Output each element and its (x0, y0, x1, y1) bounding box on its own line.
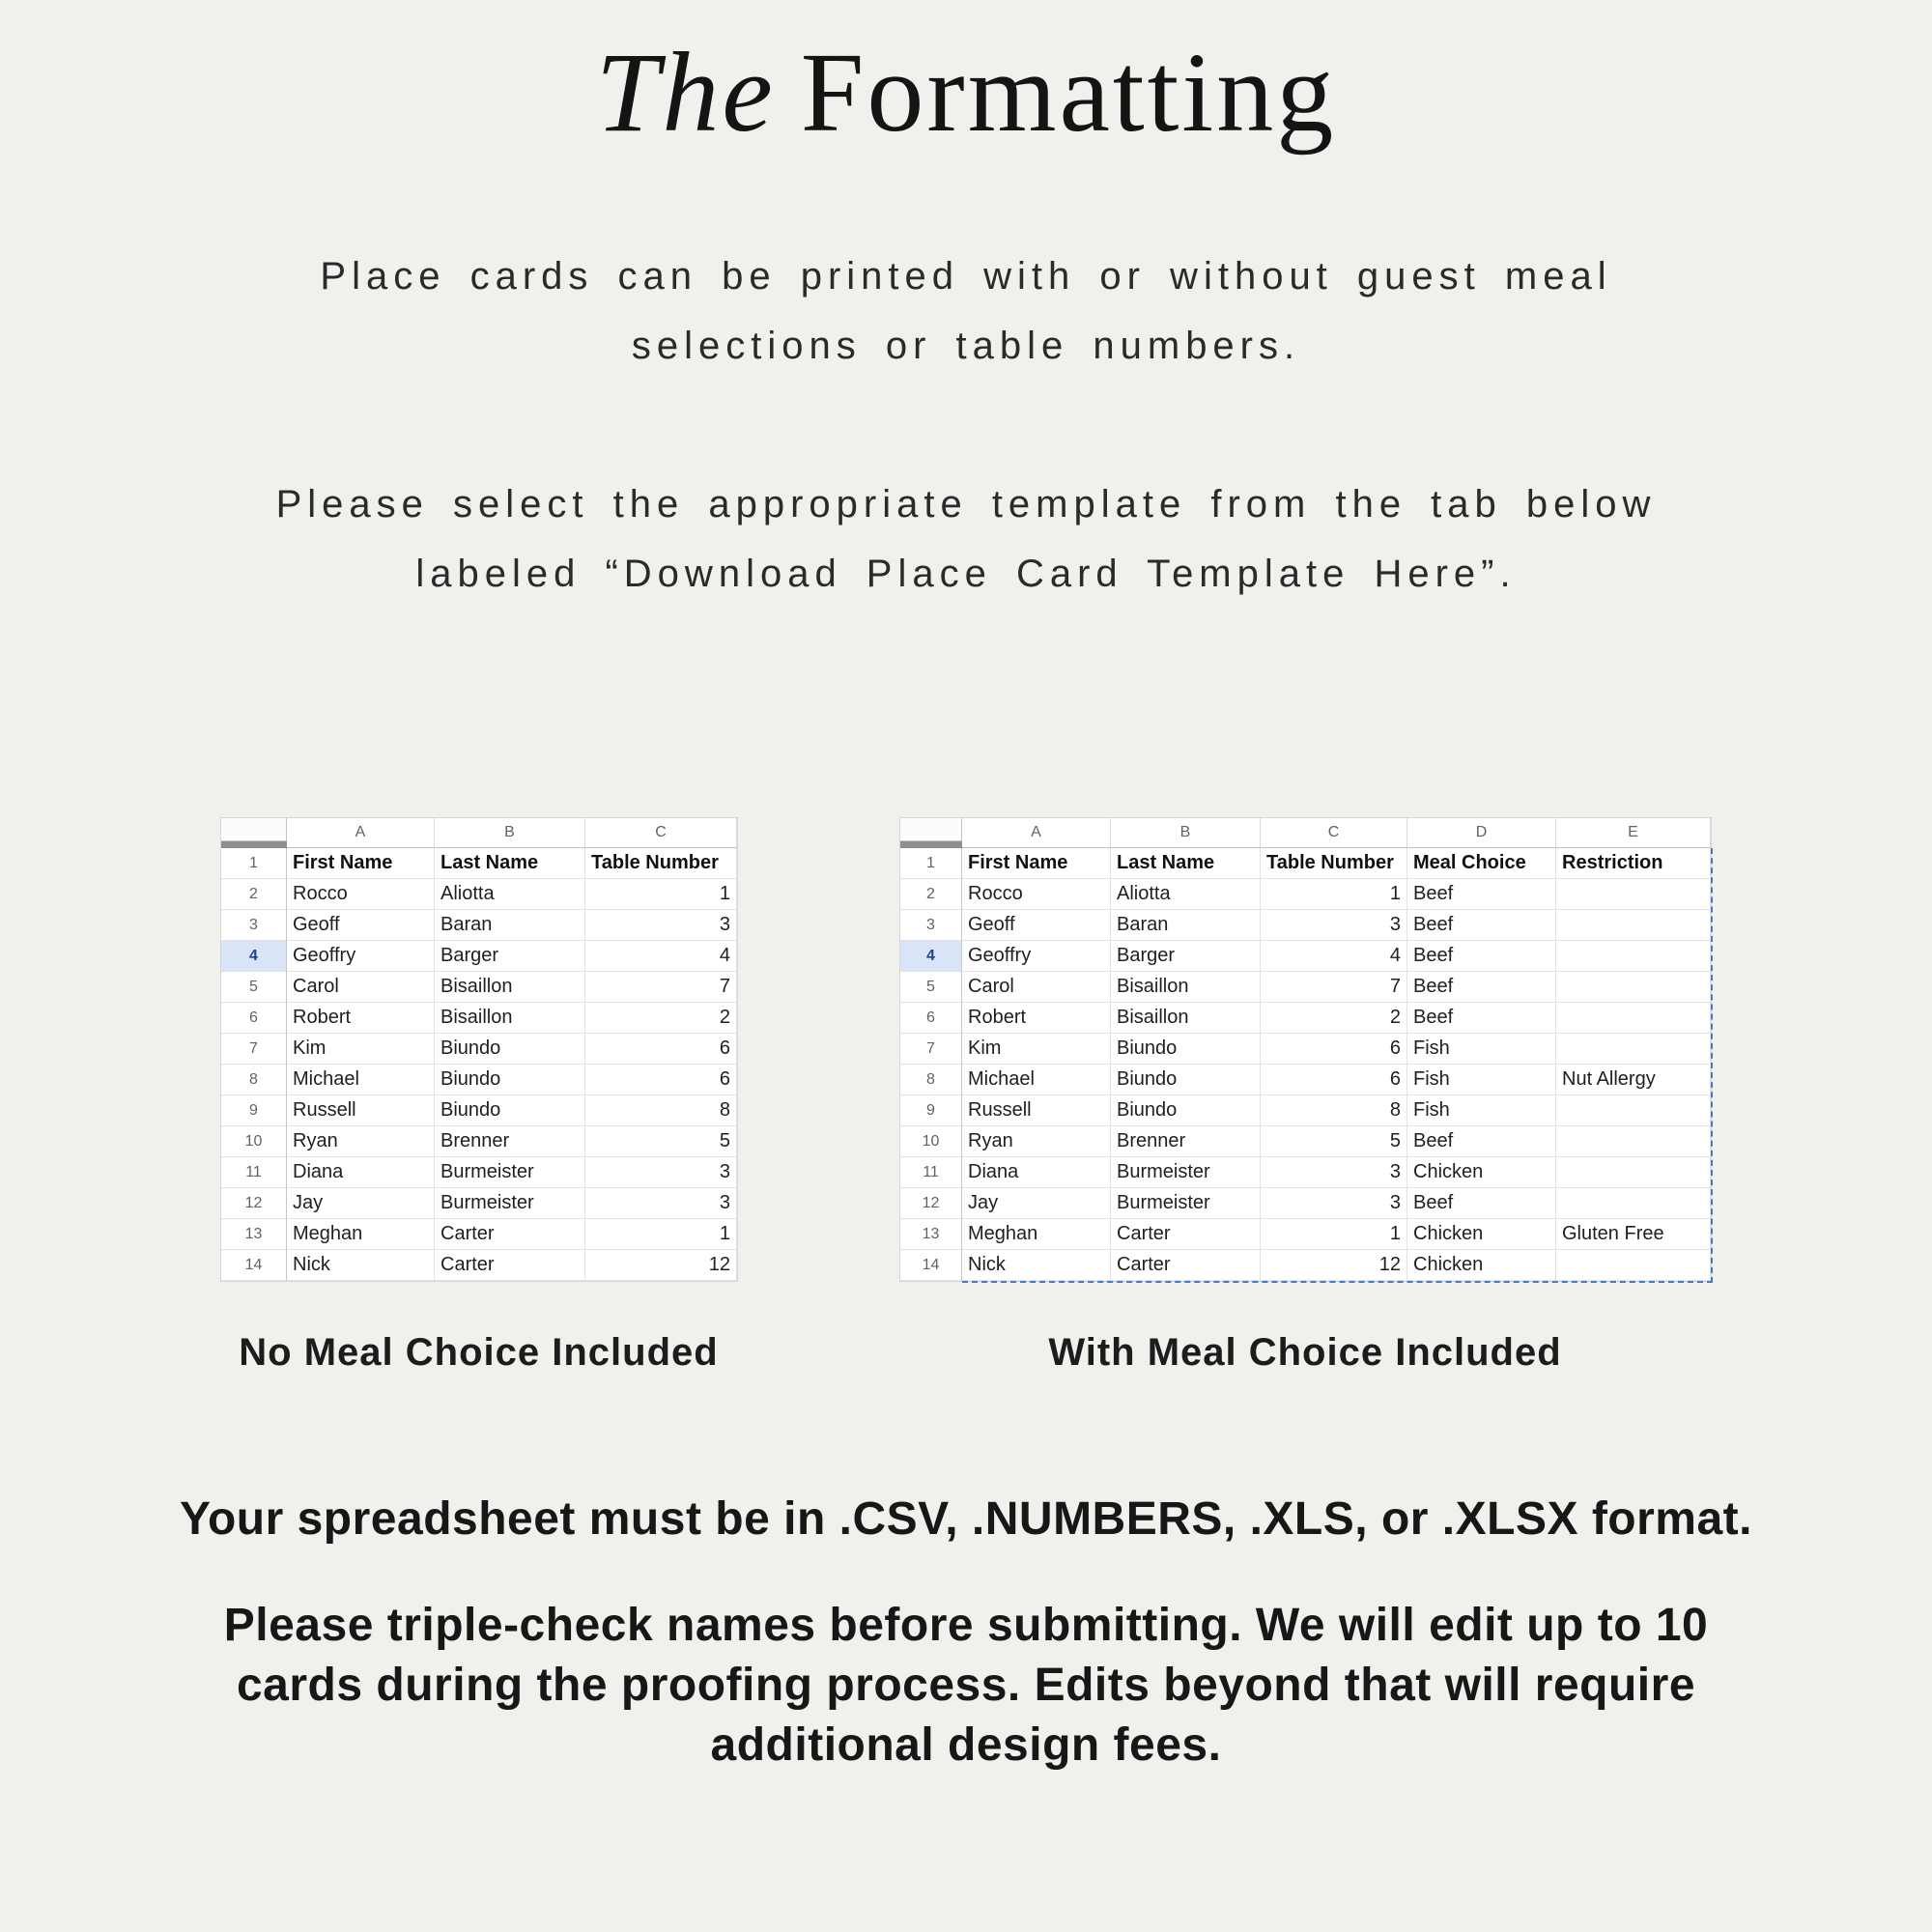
freeze-row-handle (221, 841, 287, 848)
note-line: Please triple-check names before submitting. We will edit up to 10 (223, 1600, 1709, 1651)
sheet-row (221, 1126, 737, 1157)
intro-line: Place cards can be printed with or without guest meal (320, 255, 1612, 298)
caption-with-meal: With Meal Choice Included (1048, 1331, 1562, 1374)
column-header-cell: B (435, 818, 585, 848)
note-line: additional design fees. (710, 1719, 1222, 1771)
format-requirement-text: Your spreadsheet must be in .CSV, .NUMBERS, .XLS, or .XLSX format. (180, 1493, 1752, 1545)
sheet-row (900, 972, 1711, 1003)
spreadsheet-cell: Biundo (1111, 1095, 1261, 1126)
spreadsheet-cell: Kim (287, 1034, 435, 1065)
sheet-row (900, 879, 1711, 910)
spreadsheet-cell: Burmeister (435, 1188, 585, 1219)
spreadsheet-cell: Michael (962, 1065, 1111, 1095)
row-number-cell: 10 (900, 1126, 962, 1157)
spreadsheet-cell: Carter (435, 1250, 585, 1281)
spreadsheet-cell: Kim (962, 1034, 1111, 1065)
spreadsheet-cell: 6 (585, 1034, 737, 1065)
spreadsheet-cell: Beef (1407, 941, 1556, 972)
row-number-cell: 2 (900, 879, 962, 910)
row-number-cell: 3 (900, 910, 962, 941)
spreadsheet-cell: First Name (287, 848, 435, 879)
spreadsheet-cell (1556, 1095, 1711, 1126)
spreadsheet-cell: Geoff (287, 910, 435, 941)
row-number-cell: 11 (900, 1157, 962, 1188)
select-all-corner (900, 818, 962, 841)
spreadsheet-cell: Baran (435, 910, 585, 941)
spreadsheet-cell: Diana (287, 1157, 435, 1188)
row-number-cell: 5 (221, 972, 287, 1003)
spreadsheet-cell: Bisaillon (435, 972, 585, 1003)
spreadsheet-cell: Fish (1407, 1034, 1556, 1065)
spreadsheet-cell (1556, 879, 1711, 910)
spreadsheet-cell: Bisaillon (1111, 1003, 1261, 1034)
sheet-row (221, 1065, 737, 1095)
sheet-row (900, 1126, 1711, 1157)
sheet-row (900, 1095, 1711, 1126)
sheet-row (221, 1250, 737, 1281)
spreadsheet-cell: Beef (1407, 1003, 1556, 1034)
spreadsheet-cell: Biundo (435, 1034, 585, 1065)
spreadsheet-cell (1556, 1188, 1711, 1219)
spreadsheet-cell: 5 (585, 1126, 737, 1157)
row-number-cell: 8 (900, 1065, 962, 1095)
row-number-cell: 12 (900, 1188, 962, 1219)
row-number-cell: 5 (900, 972, 962, 1003)
spreadsheet-cell: 12 (1261, 1250, 1407, 1281)
spreadsheet-cell (1556, 1126, 1711, 1157)
spreadsheet-cell (1556, 1003, 1711, 1034)
column-header-cell: C (585, 818, 737, 848)
title-the: The (595, 29, 776, 156)
spreadsheet-cell: Meghan (287, 1219, 435, 1250)
spreadsheet-cell: Bisaillon (1111, 972, 1261, 1003)
spreadsheet-cell: Chicken (1407, 1157, 1556, 1188)
spreadsheet-cell: Table Number (1261, 848, 1407, 879)
sheet-row (900, 1065, 1711, 1095)
column-header-row (221, 818, 737, 848)
spreadsheet-cell: Geoff (962, 910, 1111, 941)
spreadsheet-cell: 8 (585, 1095, 737, 1126)
spreadsheet-cell: 1 (1261, 1219, 1407, 1250)
row-number-cell: 9 (221, 1095, 287, 1126)
sheet-row (221, 972, 737, 1003)
spreadsheet-cell: Jay (287, 1188, 435, 1219)
spreadsheet-cell: 4 (1261, 941, 1407, 972)
spreadsheet-cell: Ryan (287, 1126, 435, 1157)
spreadsheet-cell: Nick (287, 1250, 435, 1281)
sheet-row (900, 1157, 1711, 1188)
row-number-cell: 14 (221, 1250, 287, 1281)
spreadsheet-cell: Burmeister (1111, 1188, 1261, 1219)
row-number-cell: 12 (221, 1188, 287, 1219)
spreadsheet-cell: Geoffry (287, 941, 435, 972)
spreadsheet-cell: 2 (585, 1003, 737, 1034)
spreadsheet-cell: First Name (962, 848, 1111, 879)
sheet-row (900, 910, 1711, 941)
spreadsheet-cell: Beef (1407, 1188, 1556, 1219)
column-header-cell: B (1111, 818, 1261, 848)
spreadsheet-cell: 1 (585, 879, 737, 910)
spreadsheet-cell: Burmeister (1111, 1157, 1261, 1188)
sheet-row (221, 1157, 737, 1188)
spreadsheet-cell: Bisaillon (435, 1003, 585, 1034)
spreadsheet-cell (1556, 1034, 1711, 1065)
spreadsheet-cell (1556, 910, 1711, 941)
caption-no-meal: No Meal Choice Included (239, 1331, 719, 1374)
row-number-cell: 7 (900, 1034, 962, 1065)
spreadsheet-cell: Biundo (1111, 1065, 1261, 1095)
spreadsheet-cell: Fish (1407, 1095, 1556, 1126)
sheet-row (900, 1188, 1711, 1219)
spreadsheet-cell: Fish (1407, 1065, 1556, 1095)
spreadsheet-cell: Brenner (1111, 1126, 1261, 1157)
sheet-row (221, 1003, 737, 1034)
row-number-cell: 6 (900, 1003, 962, 1034)
spreadsheet-cell: Last Name (435, 848, 585, 879)
spreadsheet-cell: Carter (1111, 1219, 1261, 1250)
spreadsheet-cell: Nick (962, 1250, 1111, 1281)
sheet-row (221, 1219, 737, 1250)
spreadsheet-cell: Rocco (962, 879, 1111, 910)
spreadsheet-cell: Barger (1111, 941, 1261, 972)
intro-line: labeled “Download Place Card Template Here”. (415, 553, 1517, 595)
spreadsheet-cell: 1 (1261, 879, 1407, 910)
spreadsheet-cell: 3 (1261, 1188, 1407, 1219)
column-header-cell: E (1556, 818, 1711, 848)
spreadsheet-cell (1556, 1157, 1711, 1188)
row-number-cell: 13 (221, 1219, 287, 1250)
spreadsheet-cell: Baran (1111, 910, 1261, 941)
row-number-cell: 14 (900, 1250, 962, 1281)
title-formatting: Formatting (800, 29, 1337, 156)
row-number-cell: 6 (221, 1003, 287, 1034)
spreadsheet-cell: Michael (287, 1065, 435, 1095)
spreadsheet-cell: Biundo (1111, 1034, 1261, 1065)
spreadsheet-cell: Chicken (1407, 1219, 1556, 1250)
spreadsheet-cell: Beef (1407, 1126, 1556, 1157)
sheet-row (900, 1034, 1711, 1065)
spreadsheet-cell: Restriction (1556, 848, 1711, 879)
spreadsheet-cell: Last Name (1111, 848, 1261, 879)
spreadsheet-cell (1556, 941, 1711, 972)
spreadsheet-cell: Meal Choice (1407, 848, 1556, 879)
proofing-note-text (0, 1596, 1932, 1776)
spreadsheet-cell: Diana (962, 1157, 1111, 1188)
sheet-row (900, 1250, 1711, 1281)
spreadsheet-cell: 4 (585, 941, 737, 972)
spreadsheet-cell: Brenner (435, 1126, 585, 1157)
row-number-cell: 4 (900, 941, 962, 972)
spreadsheet-cell: 5 (1261, 1126, 1407, 1157)
spreadsheet-cell: 6 (1261, 1065, 1407, 1095)
spreadsheet-cell: Robert (287, 1003, 435, 1034)
spreadsheet-cell: Table Number (585, 848, 737, 879)
sheet-row (221, 1095, 737, 1126)
spreadsheet-cell: Biundo (435, 1065, 585, 1095)
spreadsheet-no-meal (220, 817, 738, 1282)
spreadsheet-cell: 3 (585, 910, 737, 941)
spreadsheet-cell: 3 (1261, 910, 1407, 941)
spreadsheet-cell: 1 (585, 1219, 737, 1250)
spreadsheet-cell: Russell (962, 1095, 1111, 1126)
column-header-cell: A (962, 818, 1111, 848)
spreadsheet-cell: Beef (1407, 972, 1556, 1003)
sheet-row (221, 910, 737, 941)
spreadsheet-cell: Beef (1407, 879, 1556, 910)
column-header-cell: D (1407, 818, 1556, 848)
row-number-cell: 8 (221, 1065, 287, 1095)
spreadsheet-cell: Robert (962, 1003, 1111, 1034)
spreadsheet-cell: 7 (1261, 972, 1407, 1003)
row-number-cell: 10 (221, 1126, 287, 1157)
row-number-cell: 11 (221, 1157, 287, 1188)
column-header-row (900, 818, 1711, 848)
spreadsheet-cell: Carol (287, 972, 435, 1003)
spreadsheet-cell: Biundo (435, 1095, 585, 1126)
select-all-corner (221, 818, 287, 841)
spreadsheet-cell (1556, 972, 1711, 1003)
spreadsheet-cell: Gluten Free (1556, 1219, 1711, 1250)
spreadsheet-cell: 8 (1261, 1095, 1407, 1126)
spreadsheet-cell: Russell (287, 1095, 435, 1126)
spreadsheet-cell: 3 (585, 1157, 737, 1188)
spreadsheet-cell: Aliotta (1111, 879, 1261, 910)
spreadsheet-cell: Barger (435, 941, 585, 972)
row-number-cell: 1 (900, 848, 962, 879)
spreadsheet-cell: Meghan (962, 1219, 1111, 1250)
row-number-cell: 1 (221, 848, 287, 879)
intro-paragraph-2 (0, 469, 1932, 609)
page-title (0, 27, 1932, 158)
intro-line: selections or table numbers. (631, 325, 1301, 367)
spreadsheet-cell: Beef (1407, 910, 1556, 941)
row-number-cell: 3 (221, 910, 287, 941)
sheet-row (221, 879, 737, 910)
row-number-cell: 2 (221, 879, 287, 910)
spreadsheet-cell: 2 (1261, 1003, 1407, 1034)
spreadsheet-cell: Rocco (287, 879, 435, 910)
spreadsheet-cell: 6 (1261, 1034, 1407, 1065)
spreadsheet-cell: 3 (1261, 1157, 1407, 1188)
spreadsheet-cell: Chicken (1407, 1250, 1556, 1281)
spreadsheet-cell: Aliotta (435, 879, 585, 910)
spreadsheet-cell: Jay (962, 1188, 1111, 1219)
spreadsheet-cell: Carter (435, 1219, 585, 1250)
sheet-row (900, 941, 1711, 972)
row-number-cell: 9 (900, 1095, 962, 1126)
row-number-cell: 4 (221, 941, 287, 972)
sheet-row (221, 941, 737, 972)
sheet-row (900, 1219, 1711, 1250)
note-line: cards during the proofing process. Edits beyond that will require (236, 1660, 1696, 1711)
intro-line: Please select the appropriate template from the tab below (275, 483, 1657, 526)
sheet-row (221, 848, 737, 879)
spreadsheet-cell: 7 (585, 972, 737, 1003)
spreadsheet-cell: 3 (585, 1188, 737, 1219)
row-number-cell: 7 (221, 1034, 287, 1065)
spreadsheet-cell: 12 (585, 1250, 737, 1281)
sheet-row (221, 1188, 737, 1219)
spreadsheet-cell: Carol (962, 972, 1111, 1003)
freeze-row-handle (900, 841, 962, 848)
intro-paragraph-1 (0, 242, 1932, 381)
sheet-row (900, 848, 1711, 879)
column-header-cell: C (1261, 818, 1407, 848)
sheet-row (221, 1034, 737, 1065)
sheet-row (900, 1003, 1711, 1034)
spreadsheet-cell: Carter (1111, 1250, 1261, 1281)
spreadsheet-cell: Ryan (962, 1126, 1111, 1157)
spreadsheet-cell (1556, 1250, 1711, 1281)
spreadsheet-cell: Burmeister (435, 1157, 585, 1188)
spreadsheet-with-meal (899, 817, 1712, 1282)
spreadsheet-cell: 6 (585, 1065, 737, 1095)
row-number-cell: 13 (900, 1219, 962, 1250)
spreadsheet-cell: Nut Allergy (1556, 1065, 1711, 1095)
column-header-cell: A (287, 818, 435, 848)
spreadsheet-cell: Geoffry (962, 941, 1111, 972)
